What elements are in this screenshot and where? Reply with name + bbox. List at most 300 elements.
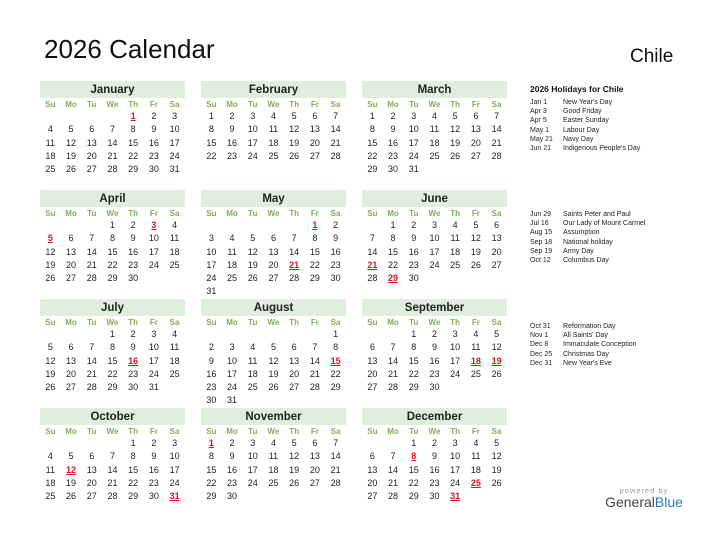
month-name: June (362, 190, 507, 207)
day-cell: 6 (494, 220, 500, 230)
month-december (362, 408, 507, 503)
holiday-day-cell: 12 (66, 464, 77, 475)
day-cell: 30 (148, 164, 159, 175)
day-cell: 15 (408, 355, 419, 366)
day-cell: 28 (330, 477, 341, 488)
holiday-date: Oct 31 (530, 323, 551, 330)
day-cell: 23 (148, 477, 159, 488)
day-cell: 4 (270, 111, 276, 121)
day-cell: 18 (169, 246, 180, 257)
day-cell: 7 (494, 111, 500, 121)
day-cell: 15 (107, 246, 118, 257)
day-cell: 29 (206, 491, 217, 502)
holiday-name: New Year's Eve (563, 359, 612, 367)
day-cell: 14 (86, 246, 97, 257)
empty-day-cell (242, 490, 263, 503)
day-cell: 27 (86, 164, 97, 175)
week-row (40, 341, 185, 354)
day-cell: 27 (66, 382, 77, 393)
day-cell: 5 (250, 233, 256, 244)
day-cell: 10 (169, 451, 180, 462)
weekday-label: Tu (248, 209, 258, 218)
empty-day-cell (325, 490, 346, 503)
empty-day-cell (242, 219, 263, 232)
empty-day-cell (201, 219, 222, 232)
day-cell: 20 (86, 150, 97, 161)
weekday-label: Su (45, 100, 56, 109)
week-row (40, 437, 185, 450)
day-cell: 13 (470, 124, 481, 135)
day-cell: 16 (388, 137, 399, 148)
day-cell: 12 (289, 124, 300, 135)
day-cell: 20 (367, 368, 378, 379)
month-october (40, 408, 185, 503)
holiday-day-cell: 1 (312, 220, 318, 230)
day-cell: 24 (227, 382, 238, 393)
day-cell: 28 (107, 164, 118, 175)
holiday-group (530, 210, 700, 265)
holiday-name: Army Day (563, 247, 594, 255)
day-cell: 2 (390, 111, 396, 121)
weekday-label: Mo (226, 427, 238, 436)
brand-name (588, 495, 700, 510)
day-cell: 13 (289, 355, 300, 366)
day-cell: 1 (411, 329, 417, 339)
day-cell: 10 (247, 451, 258, 462)
day-cell: 24 (408, 150, 419, 161)
powered-by-text: powered by (619, 486, 669, 495)
weekday-label: Th (128, 209, 139, 218)
day-cell: 2 (431, 329, 437, 339)
day-cell: 10 (408, 124, 419, 135)
day-cell: 25 (169, 368, 180, 379)
weekday-header (201, 208, 346, 219)
weekday-label: Mo (387, 427, 399, 436)
day-cell: 26 (66, 491, 77, 502)
week-row (201, 246, 346, 259)
day-cell: 17 (169, 137, 180, 148)
holiday-day-cell: 29 (388, 273, 399, 284)
day-cell: 14 (330, 124, 341, 135)
holiday-name: Reformation Day (563, 323, 616, 330)
week-row (362, 163, 507, 176)
empty-day-cell (144, 272, 165, 285)
day-cell: 6 (312, 111, 318, 121)
month-name: July (40, 299, 185, 316)
weekday-label: Sa (330, 100, 341, 109)
day-cell: 15 (206, 464, 217, 475)
day-cell: 25 (169, 259, 180, 270)
holiday-day-cell: 19 (491, 355, 502, 366)
day-cell: 26 (289, 477, 300, 488)
weekday-header (362, 99, 507, 110)
weekday-label: Th (289, 100, 300, 109)
empty-day-cell (466, 490, 487, 503)
day-cell: 18 (227, 259, 238, 270)
day-cell: 13 (86, 464, 97, 475)
holiday-date: Jun 21 (530, 144, 552, 152)
day-cell: 26 (450, 150, 461, 161)
holiday-day-cell: 18 (470, 355, 481, 366)
day-cell: 7 (369, 233, 375, 244)
day-cell: 9 (411, 233, 417, 244)
weekday-label: Mo (226, 318, 238, 327)
day-cell: 15 (107, 355, 118, 366)
weekday-label: Su (367, 100, 378, 109)
month-name: October (40, 408, 185, 425)
day-cell: 9 (151, 451, 157, 462)
holiday-row (530, 144, 700, 153)
month-september (362, 299, 507, 394)
day-cell: 23 (388, 150, 399, 161)
empty-day-cell (424, 163, 445, 176)
day-cell: 13 (491, 233, 502, 244)
day-cell: 6 (270, 233, 276, 244)
day-cell: 4 (473, 329, 479, 339)
day-cell: 5 (473, 220, 479, 230)
day-cell: 3 (172, 111, 178, 121)
weekday-label: Sa (491, 318, 502, 327)
month-name: January (40, 81, 185, 98)
week-row (40, 368, 185, 381)
day-cell: 19 (289, 137, 300, 148)
empty-day-cell (242, 285, 263, 298)
day-cell: 12 (491, 451, 502, 462)
day-cell: 6 (89, 451, 95, 462)
day-cell: 5 (494, 329, 500, 339)
weekday-label: Sa (169, 100, 180, 109)
day-cell: 2 (130, 329, 136, 339)
day-cell: 20 (309, 464, 320, 475)
day-cell: 22 (388, 259, 399, 270)
day-cell: 9 (151, 124, 157, 135)
week-row (201, 110, 346, 123)
day-cell: 16 (429, 355, 440, 366)
week-row (362, 328, 507, 341)
weekday-label: Su (45, 209, 56, 218)
day-cell: 16 (128, 246, 139, 257)
day-cell: 2 (208, 342, 214, 353)
empty-day-cell (466, 272, 487, 285)
day-cell: 10 (450, 342, 461, 353)
weekday-label: Sa (491, 100, 502, 109)
day-cell: 16 (148, 137, 159, 148)
holiday-name: Good Friday (563, 108, 602, 116)
day-cell: 21 (330, 464, 341, 475)
day-cell: 26 (470, 259, 481, 270)
weekday-label: Th (289, 427, 300, 436)
weekday-label: Th (128, 100, 139, 109)
day-cell: 9 (431, 342, 437, 353)
day-cell: 12 (45, 246, 56, 257)
empty-day-cell (263, 328, 284, 341)
day-cell: 4 (270, 438, 276, 448)
day-cell: 2 (333, 220, 339, 230)
weekday-header (362, 317, 507, 328)
day-cell: 9 (130, 342, 136, 353)
holiday-name: Navy Day (563, 135, 594, 143)
page-title: 2026 Calendar (44, 34, 215, 64)
day-cell: 21 (388, 368, 399, 379)
day-cell: 21 (330, 137, 341, 148)
day-cell: 1 (411, 438, 417, 448)
week-row (201, 368, 346, 381)
weekday-header (201, 99, 346, 110)
week-row (40, 328, 185, 341)
day-cell: 23 (429, 368, 440, 379)
day-cell: 13 (86, 137, 97, 148)
holiday-name: National holiday (563, 238, 613, 246)
day-cell: 23 (408, 259, 419, 270)
week-row (362, 123, 507, 136)
day-cell: 17 (169, 464, 180, 475)
empty-day-cell (201, 328, 222, 341)
day-cell: 31 (408, 164, 419, 175)
day-cell: 27 (309, 150, 320, 161)
week-row (40, 477, 185, 490)
empty-day-cell (445, 272, 466, 285)
day-cell: 20 (289, 368, 300, 379)
empty-day-cell (242, 394, 263, 407)
day-cell: 29 (330, 382, 341, 393)
weekday-label: Su (206, 209, 217, 218)
holiday-row (530, 238, 700, 247)
week-row (201, 394, 346, 407)
day-cell: 7 (89, 233, 95, 244)
day-cell: 25 (470, 368, 481, 379)
day-cell: 3 (250, 438, 256, 448)
week-row (362, 219, 507, 232)
week-row (40, 259, 185, 272)
empty-day-cell (102, 110, 123, 123)
week-row (362, 464, 507, 477)
month-april (40, 190, 185, 285)
day-cell: 10 (148, 342, 159, 353)
day-cell: 28 (491, 150, 502, 161)
weekday-label: Fr (310, 427, 319, 436)
day-cell: 3 (151, 329, 157, 339)
week-row (362, 437, 507, 450)
weekday-label: We (267, 427, 280, 436)
holiday-row (530, 210, 700, 219)
day-cell: 11 (268, 451, 279, 462)
day-cell: 17 (206, 259, 217, 270)
weekday-label: Mo (65, 100, 77, 109)
weekday-label: Mo (226, 100, 238, 109)
day-cell: 9 (333, 233, 339, 244)
holiday-row (530, 135, 700, 144)
day-cell: 20 (470, 137, 481, 148)
empty-day-cell (61, 219, 82, 232)
day-cell: 30 (128, 382, 139, 393)
day-cell: 1 (130, 438, 136, 448)
empty-day-cell (362, 219, 383, 232)
week-row (201, 328, 346, 341)
weekday-label: Fr (149, 318, 158, 327)
day-cell: 29 (408, 491, 419, 502)
day-cell: 27 (66, 273, 77, 284)
day-cell: 18 (429, 137, 440, 148)
empty-day-cell (486, 272, 507, 285)
day-cell: 14 (330, 451, 341, 462)
day-cell: 10 (450, 451, 461, 462)
week-row (40, 355, 185, 368)
weekday-label: Fr (471, 427, 480, 436)
day-cell: 18 (268, 137, 279, 148)
day-cell: 1 (208, 111, 214, 121)
empty-day-cell (263, 394, 284, 407)
day-cell: 13 (66, 246, 77, 257)
day-cell: 24 (148, 259, 159, 270)
holiday-day-cell: 8 (411, 451, 417, 462)
weekday-header (40, 99, 185, 110)
day-cell: 20 (268, 259, 279, 270)
holiday-day-cell: 31 (450, 491, 461, 502)
week-row (201, 477, 346, 490)
empty-day-cell (305, 328, 326, 341)
empty-day-cell (305, 394, 326, 407)
month-july (40, 299, 185, 394)
day-cell: 18 (45, 150, 56, 161)
weekday-label: Mo (387, 318, 399, 327)
day-cell: 5 (47, 342, 53, 353)
day-cell: 11 (471, 451, 481, 462)
weekday-label: Mo (65, 427, 77, 436)
weekday-label: Fr (471, 318, 480, 327)
weekday-label: Sa (330, 427, 341, 436)
empty-day-cell (445, 163, 466, 176)
day-cell: 10 (247, 124, 258, 135)
day-cell: 3 (172, 438, 178, 448)
day-cell: 8 (130, 451, 136, 462)
weekday-label: Su (367, 427, 378, 436)
holiday-day-cell: 21 (289, 259, 300, 270)
weekday-label: Sa (169, 318, 180, 327)
empty-day-cell (486, 490, 507, 503)
day-cell: 20 (491, 246, 502, 257)
weekday-label: Mo (226, 209, 238, 218)
day-cell: 25 (429, 150, 440, 161)
weekday-label: Sa (330, 209, 341, 218)
week-row (40, 163, 185, 176)
week-row (362, 355, 507, 368)
day-cell: 16 (206, 368, 217, 379)
weekday-label: Fr (310, 100, 319, 109)
month-june (362, 190, 507, 285)
day-cell: 21 (388, 477, 399, 488)
month-name: February (201, 81, 346, 98)
day-cell: 11 (45, 464, 56, 475)
day-cell: 19 (45, 259, 56, 270)
day-cell: 19 (268, 368, 279, 379)
day-cell: 12 (470, 233, 481, 244)
weekday-label: Th (450, 209, 461, 218)
day-cell: 16 (227, 137, 238, 148)
day-cell: 3 (411, 111, 417, 121)
week-row (201, 285, 346, 298)
empty-day-cell (325, 285, 346, 298)
empty-day-cell (263, 490, 284, 503)
day-cell: 9 (390, 124, 396, 135)
weekday-label: Fr (471, 100, 480, 109)
day-cell: 17 (148, 246, 159, 257)
day-cell: 4 (47, 451, 53, 462)
day-cell: 26 (247, 273, 258, 284)
day-cell: 12 (289, 451, 300, 462)
day-cell: 10 (206, 246, 217, 257)
day-cell: 18 (450, 246, 461, 257)
weekday-label: Sa (169, 427, 180, 436)
day-cell: 11 (45, 137, 56, 148)
day-cell: 25 (227, 273, 238, 284)
month-august (201, 299, 346, 408)
empty-day-cell (445, 381, 466, 394)
week-row (40, 137, 185, 150)
day-cell: 27 (268, 273, 279, 284)
week-row (40, 464, 185, 477)
day-cell: 25 (247, 382, 258, 393)
day-cell: 12 (491, 342, 502, 353)
week-row (40, 110, 185, 123)
day-cell: 8 (369, 124, 375, 135)
holiday-day-cell: 1 (208, 438, 214, 448)
day-cell: 22 (128, 477, 139, 488)
week-row (362, 110, 507, 123)
holiday-row (530, 107, 700, 116)
day-cell: 2 (151, 438, 157, 448)
week-row (362, 137, 507, 150)
week-row (362, 490, 507, 503)
week-row (201, 490, 346, 503)
week-row (362, 477, 507, 490)
holiday-date: Dec 31 (530, 359, 553, 367)
day-cell: 22 (408, 368, 419, 379)
day-cell: 12 (247, 246, 258, 257)
week-row (362, 368, 507, 381)
holiday-name: Saints Peter and Paul (563, 211, 631, 218)
weekday-label: Tu (87, 209, 97, 218)
holiday-row (530, 116, 700, 125)
empty-day-cell (222, 219, 243, 232)
day-cell: 20 (86, 477, 97, 488)
holiday-date: Oct 12 (530, 256, 551, 264)
day-cell: 1 (390, 220, 396, 230)
day-cell: 16 (408, 246, 419, 257)
day-cell: 11 (169, 342, 180, 353)
weekday-label: Th (289, 318, 300, 327)
day-cell: 5 (270, 342, 276, 353)
week-row (201, 355, 346, 368)
day-cell: 31 (227, 395, 238, 406)
empty-day-cell (305, 285, 326, 298)
day-cell: 22 (408, 477, 419, 488)
holiday-day-cell: 1 (130, 111, 136, 121)
week-row (362, 259, 507, 272)
day-cell: 19 (66, 150, 77, 161)
holiday-name: All Saints' Day (563, 332, 608, 340)
day-cell: 24 (429, 259, 440, 270)
day-cell: 23 (148, 150, 159, 161)
holiday-day-cell: 15 (330, 355, 341, 366)
weekday-label: Th (450, 318, 461, 327)
day-cell: 8 (333, 342, 339, 353)
day-cell: 22 (128, 150, 139, 161)
weekday-label: Su (206, 318, 217, 327)
weekday-label: We (428, 209, 441, 218)
day-cell: 16 (429, 464, 440, 475)
weekday-label: Tu (409, 209, 419, 218)
day-cell: 29 (309, 273, 320, 284)
